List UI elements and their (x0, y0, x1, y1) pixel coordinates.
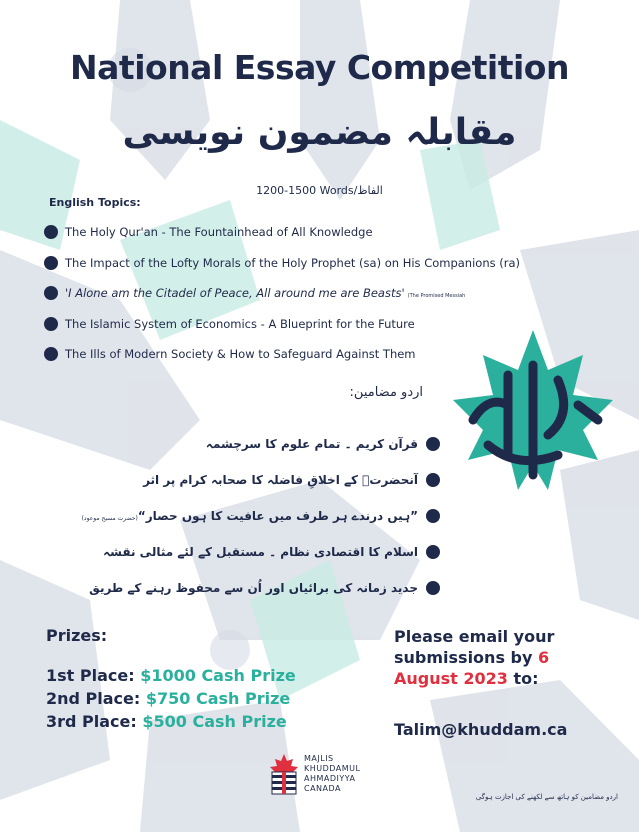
bullet-icon (426, 545, 440, 559)
prizes-heading: Prizes: (46, 626, 108, 645)
prize-third (46, 712, 287, 731)
page-title: National Essay Competition (70, 48, 569, 87)
prize-amount: $750 Cash Prize (145, 689, 291, 708)
bullet-icon (426, 509, 440, 523)
bullet-icon (44, 256, 58, 270)
urdu-topic-text: قرآن کریم ۔ تمام علوم کا سرچشمہ (205, 437, 418, 451)
maple-leaf-calligraphy-logo (448, 325, 618, 500)
majlis-flag-logo (268, 752, 300, 796)
bullet-icon (44, 347, 58, 361)
topic-text: The Islamic System of Economics - A Blueprint for the Future (65, 316, 415, 331)
topic-text: The Holy Qur'an - The Fountainhead of All Knowledge (65, 225, 373, 239)
list-item (80, 544, 440, 580)
bullet-icon (44, 286, 58, 300)
urdu-topic-text: جدید زمانہ کی برائیاں اور اُن سے محفوظ رہنے کے طریق (89, 581, 418, 595)
prize-second (46, 689, 290, 708)
prize-amount: $1000 Cash Prize (140, 666, 296, 685)
urdu-topic-text: ”ہیں درندے ہر طرف میں عافیت کا ہوں حصار“ (137, 509, 418, 523)
list-item (80, 580, 440, 616)
bullet-icon (426, 437, 440, 451)
urdu-topic-text: اسلام کا اقتصادی نظام ۔ مستقبل کے لئے مثالی نقشہ (103, 545, 418, 559)
urdu-topic-attribution: (حضرت مسیح موعود) (81, 515, 138, 522)
org-name-line: AHMADIYYA (304, 774, 356, 783)
submission-instructions (394, 626, 624, 689)
handwriting-permission-note: اردو مضامین کو ہاتھ سے لکھنے کی اجازت ہوگی (475, 793, 618, 801)
email-to-label: to: (513, 669, 539, 688)
org-name-line: KHUDDAMUL (304, 764, 361, 773)
list-item (44, 224, 604, 255)
email-instruction-text: Please email your submissions by (394, 627, 555, 667)
list-item (80, 472, 440, 508)
urdu-topics-heading: اردو مضامین: (349, 385, 423, 400)
english-topics-heading: English Topics: (49, 196, 141, 209)
urdu-topic-text: آنحضرتؐ کے اخلاقِ فاضلہ کا صحابہ کرام پر اثر (143, 473, 418, 487)
list-item (44, 255, 604, 286)
bullet-icon (44, 317, 58, 331)
urdu-title: مقابلہ مضمون نویسی (122, 112, 517, 153)
topic-text: The Ills of Modern Society & How to Safeguard Against Them (65, 347, 416, 361)
bullet-icon (44, 225, 58, 239)
prize-place: 3rd Place: (46, 712, 137, 731)
word-count: 1200-1500 Words/الفاظ (256, 184, 383, 197)
deadline-day: 6 (538, 648, 550, 667)
prize-first (46, 666, 296, 685)
list-item (80, 436, 440, 472)
list-item (44, 285, 604, 316)
prize-place: 1st Place: (46, 666, 135, 685)
urdu-topic-text-wrapper (80, 508, 418, 527)
email-address[interactable]: Talim@khuddam.ca (394, 720, 568, 739)
topic-text: The Impact of the Lofty Morals of the Holy Prophet (sa) on His Companions (ra) (65, 255, 521, 270)
org-name (304, 754, 360, 794)
list-item (80, 508, 440, 544)
topic-attribution: (The Promised Messiah (407, 293, 466, 299)
org-name-line: CANADA (304, 784, 342, 793)
topic-text: 'I Alone am the Citadel of Peace, All around me are Beasts' (65, 286, 405, 300)
urdu-topics-list (80, 436, 440, 616)
prize-amount: $500 Cash Prize (142, 712, 287, 731)
org-name-line: MAJLIS (304, 754, 334, 763)
bullet-icon (426, 581, 440, 595)
prize-place: 2nd Place: (46, 689, 141, 708)
deadline-date: August 2023 (394, 669, 508, 688)
bullet-icon (426, 473, 440, 487)
topic-text-wrapper (65, 285, 465, 304)
